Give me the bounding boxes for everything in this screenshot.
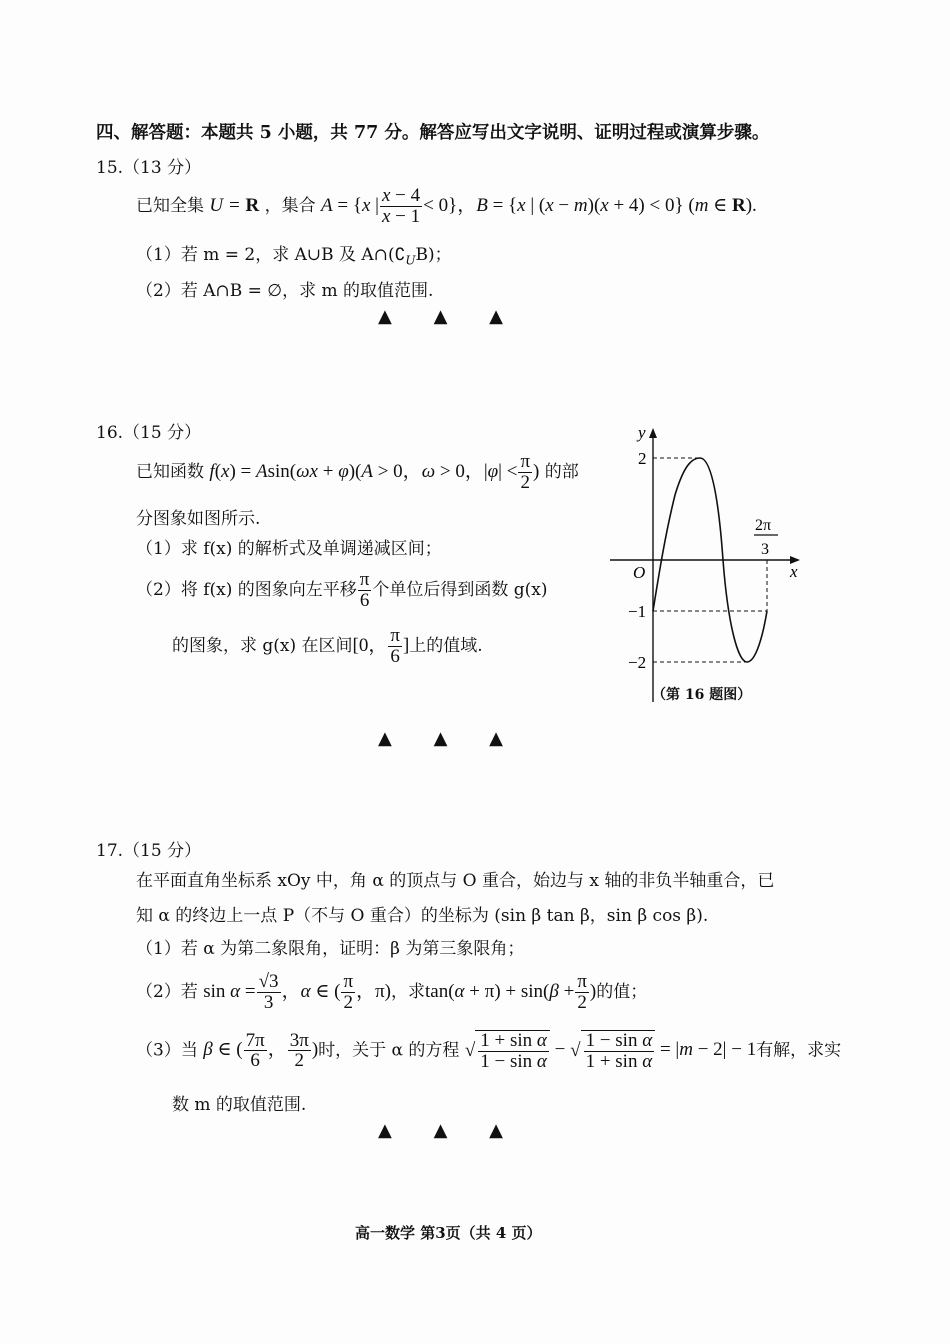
q17-part3: （3）当 β ∈ ( $\frac{7\pi}{6}$ ， $\frac{3\pi}{2}$ )时，关于 α 的方程 √ $\frac{\text{1 + sin α}}{\text{1 − sin α}}$ − √ $\frac{\text{1 − sin α}}{\text{1 + sin α}}$ = |m − 2| − 1有解，求实 xyxy=(136,1029,842,1072)
q17-part1: （1）若 α 为第二象限角，证明：β 为第三象限角； xyxy=(136,939,525,959)
q16-stem2: 分图象如图所示. xyxy=(136,509,261,529)
q16-graph xyxy=(600,420,810,710)
q17-stem2: 知 α 的终边上一点 P（不与 O 重合）的坐标为 (sin β tan β，sin β cos β). xyxy=(136,906,709,926)
tick-y-2: 2 xyxy=(638,449,647,468)
q16-part1: （1）求 f(x) 的解析式及单调递减区间； xyxy=(136,539,442,559)
q16-stem1: 已知函数 f(x) = Asin(ωx + φ)(A > 0，ω > 0，|φ| < $\frac{\pi}{2}$ ) 的部 xyxy=(136,451,579,493)
section-heading: 四、解答题：本题共 5 小题，共 77 分。解答应写出文字说明、证明过程或演算步骤。 xyxy=(96,123,770,143)
q17-stem1: 在平面直角坐标系 xOy 中，角 α 的顶点与 O 重合，始边与 x 轴的非负半轴重合，已 xyxy=(136,871,775,891)
q15-part1: （1）若 m = 2，求 A∪B 及 $A\cap(∁_UB)$； xyxy=(136,245,452,268)
q17-part3-cont: 数 m 的取值范围. xyxy=(172,1095,307,1115)
q16-part2-cont: 的图象，求 g(x) 在区间[0， $\frac{\pi}{6}$ ]上的值域. xyxy=(172,625,483,667)
tick-x-num: 2π xyxy=(755,517,772,534)
graph-y-arrow xyxy=(649,428,657,438)
label-origin: O xyxy=(633,563,646,582)
q15-part2: （2）若 A∩B = ∅，求 m 的取值范围. xyxy=(136,281,434,301)
q16-number: 16.（15 分） xyxy=(96,423,202,443)
q16-triangles: ▲ ▲ ▲ xyxy=(378,728,503,749)
page-footer: 高一数学 第3页（共 4 页） xyxy=(355,1224,542,1242)
q16-figure-caption: （第 16 题图） xyxy=(652,687,752,703)
label-y: y xyxy=(638,423,646,442)
q15-set-a-label: ，集合 xyxy=(264,195,316,216)
q15-set-a: A = {x | $\frac{x - 4}{x - 1}$ < 0}，B = {x | (x − m)(x + 4) < 0} (m ∈ R). xyxy=(321,185,757,227)
label-x: x xyxy=(790,562,798,581)
q15-stem xyxy=(136,186,757,227)
q15-number: 15.（13 分） xyxy=(96,158,202,178)
q15-set-u: U = R xyxy=(209,194,260,216)
q16-part2: （2）将 f(x) 的图象向左平移 $\frac{\pi}{6}$ 个单位后得到函数 g(x) xyxy=(136,569,548,611)
q15-triangles: ▲ ▲ ▲ xyxy=(378,306,503,327)
tick-x-den: 3 xyxy=(761,541,769,558)
tick-y-neg1: −1 xyxy=(628,602,647,621)
q17-triangles: ▲ ▲ ▲ xyxy=(378,1120,503,1141)
q17-part2: （2）若 sin α = $\frac{√3}{3}$ ，α ∈ ( $\frac{\pi}{2}$ ，π)，求tan(α + π) + sin(β + $\frac{\pi}{2}$ )的值； xyxy=(136,971,648,1013)
q15-stem-prefix: 已知全集 xyxy=(136,195,204,216)
tick-y-neg2: −2 xyxy=(628,653,647,672)
q17-number: 17.（15 分） xyxy=(96,841,202,861)
